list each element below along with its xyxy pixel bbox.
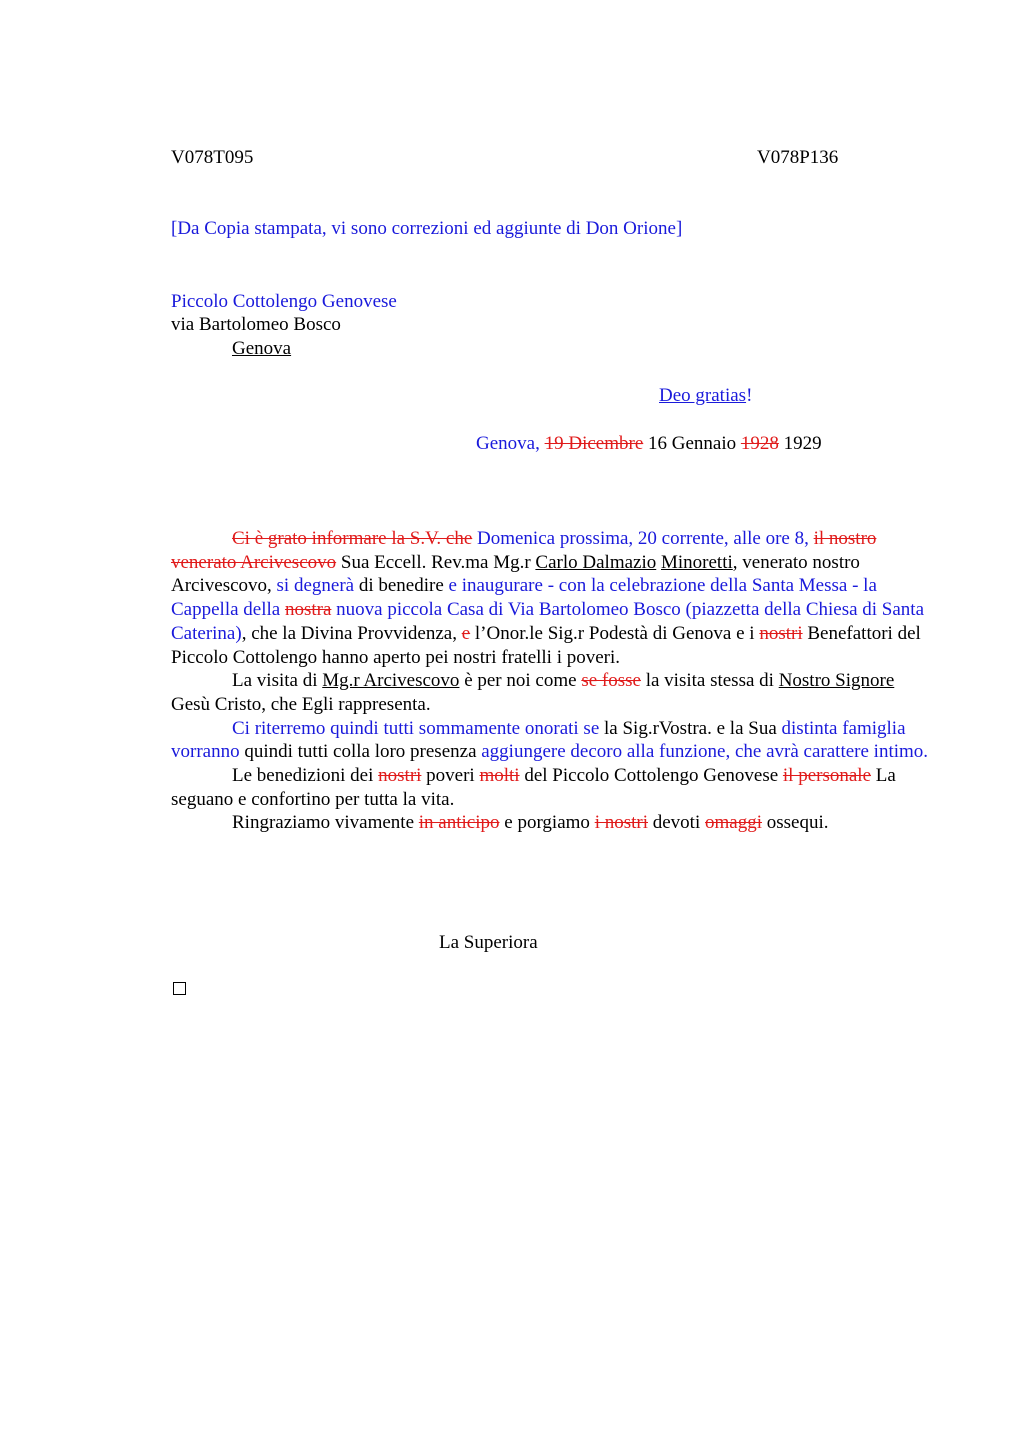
text-span: La visita di bbox=[232, 670, 318, 692]
header-right-code: V078P136 bbox=[757, 147, 839, 168]
deleted-text: nostra bbox=[284, 599, 332, 621]
address-line-1: Piccolo Cottolengo Genovese bbox=[171, 291, 397, 312]
underlined-text: Mg.r Arcivescovo bbox=[322, 670, 460, 692]
greeting-mark: ! bbox=[746, 385, 753, 406]
paragraph-2 bbox=[171, 669, 931, 716]
text-span: La seguano e confortino per tutta la vita. bbox=[171, 765, 896, 810]
added-text: Ci riterremo quindi tutti sommamente onorati se bbox=[232, 717, 600, 739]
paragraph-3 bbox=[171, 717, 931, 764]
date-line bbox=[476, 432, 822, 456]
text-span: ossequi. bbox=[766, 812, 829, 834]
deleted-text: se fosse bbox=[581, 670, 641, 692]
text-span: la Sig.rVostra. e la Sua bbox=[604, 717, 777, 739]
deleted-text: e bbox=[461, 622, 471, 644]
greeting bbox=[659, 384, 752, 408]
address-line-3: Genova bbox=[232, 338, 292, 359]
source-note: [Da Copia stampata, vi sono correzioni ed aggiunte di Don Orione] bbox=[171, 218, 683, 239]
text-span: di benedire bbox=[358, 575, 444, 597]
date-place: Genova, bbox=[476, 433, 540, 454]
text-span: Sua Eccell. Rev.ma Mg.r bbox=[340, 551, 531, 573]
added-text: e inaugurare - con la celebrazione della Santa Messa - la Cappella della bbox=[171, 575, 877, 621]
text-span: Ringraziamo vivamente bbox=[232, 812, 415, 834]
paragraph-1 bbox=[171, 527, 931, 669]
paragraph-5 bbox=[171, 811, 931, 835]
text-span: , venerato nostro Arcivescovo, bbox=[171, 551, 860, 597]
text-span: del Piccolo Cottolengo Genovese bbox=[524, 765, 779, 787]
text-span: Gesù Cristo, che Egli rappresenta. bbox=[171, 693, 431, 715]
deleted-text: in anticipo bbox=[418, 812, 500, 834]
text-span: Le benedizioni dei bbox=[232, 765, 374, 787]
address-line-2: via Bartolomeo Bosco bbox=[171, 314, 341, 335]
deleted-text: Ci è grato informare la S.V. che bbox=[232, 528, 473, 549]
paragraph-4 bbox=[171, 764, 931, 811]
deleted-text: nostri bbox=[378, 765, 422, 787]
letter-body bbox=[171, 527, 931, 835]
text-span: l’Onor.le Sig.r Podestà di Genova e i bbox=[474, 622, 755, 644]
added-text: nuova piccola Casa di Via Bartolomeo Bosco (piazzetta della Chiesa di Santa Caterina) bbox=[171, 599, 925, 644]
deleted-text: omaggi bbox=[705, 812, 762, 834]
underlined-name: Minoretti bbox=[661, 551, 733, 573]
date-new-day: 16 Gennaio bbox=[648, 433, 737, 454]
text-span: quindi tutti colla loro presenza bbox=[244, 741, 477, 763]
empty-square-icon bbox=[173, 982, 186, 995]
text-span: e porgiamo bbox=[504, 812, 590, 834]
text-span: , che la Divina Provvidenza, bbox=[241, 622, 457, 644]
added-text: aggiungere decoro alla funzione, che avrà carattere intimo. bbox=[481, 741, 929, 763]
underlined-text: Nostro Signore bbox=[778, 670, 895, 692]
text-span: è per noi come bbox=[464, 670, 577, 692]
date-deleted-year: 1928 bbox=[740, 433, 779, 454]
added-text: si degnerà bbox=[276, 575, 355, 597]
date-new-year: 1929 bbox=[783, 433, 822, 454]
signature: La Superiora bbox=[439, 932, 538, 953]
header-left-code: V078T095 bbox=[171, 147, 254, 168]
text-span: poveri bbox=[426, 765, 475, 787]
deleted-text: il nostro venerato Arcivescovo bbox=[171, 528, 877, 573]
deleted-text: molti bbox=[479, 765, 520, 787]
deleted-text: nostri bbox=[759, 622, 803, 644]
text-span: la visita stessa di bbox=[645, 670, 774, 692]
deleted-text: i nostri bbox=[594, 812, 648, 834]
deleted-text: il personale bbox=[782, 765, 872, 787]
text-span: Benefattori del Piccolo Cottolengo hanno aperto pei nostri fratelli i poveri. bbox=[171, 622, 921, 668]
added-text: distinta famiglia vorranno bbox=[171, 717, 906, 763]
text-span: devoti bbox=[652, 812, 701, 834]
underlined-name: Carlo Dalmazio bbox=[535, 551, 657, 573]
date-deleted-day: 19 Dicembre bbox=[544, 433, 644, 454]
added-text: Domenica prossima, 20 corrente, alle ore 8, bbox=[477, 528, 809, 549]
greeting-text: Deo gratias bbox=[659, 385, 747, 406]
